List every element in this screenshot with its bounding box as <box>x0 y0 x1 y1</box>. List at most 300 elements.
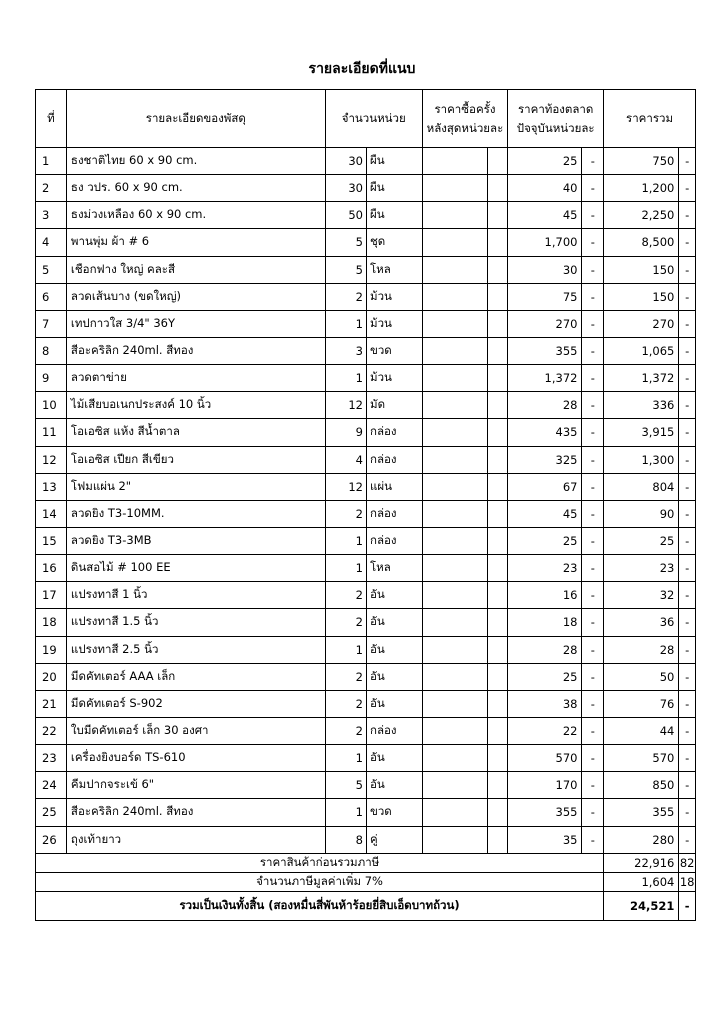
header-last-purchase-line2: หลังสุดหน่วยละ <box>426 120 504 135</box>
row-total: 32 <box>604 582 679 609</box>
row-number: 25 <box>36 799 67 826</box>
row-quantity: 1 <box>325 365 366 392</box>
table-header-row <box>36 90 696 148</box>
row-total: 23 <box>604 555 679 582</box>
table-row <box>36 256 696 283</box>
row-total-fraction: - <box>679 283 696 310</box>
row-market-price: 570 <box>508 745 582 772</box>
row-market-price-fraction: - <box>582 175 604 202</box>
table-row <box>36 500 696 527</box>
row-quantity: 30 <box>325 175 366 202</box>
row-market-price: 1,372 <box>508 365 582 392</box>
row-last-price <box>422 582 487 609</box>
grand-total-row <box>36 891 696 920</box>
row-market-price: 25 <box>508 663 582 690</box>
row-total-fraction: - <box>679 148 696 175</box>
row-total-fraction: - <box>679 555 696 582</box>
row-last-price-fraction <box>487 745 508 772</box>
row-quantity: 3 <box>325 337 366 364</box>
row-last-price <box>422 148 487 175</box>
row-unit: กล่อง <box>366 446 422 473</box>
row-total-fraction: - <box>679 826 696 853</box>
row-market-price: 1,700 <box>508 229 582 256</box>
row-total: 8,500 <box>604 229 679 256</box>
row-last-price <box>422 283 487 310</box>
row-last-price-fraction <box>487 473 508 500</box>
row-total-fraction: - <box>679 473 696 500</box>
row-description: ลวดยิง T3-10MM. <box>66 500 325 527</box>
row-market-price-fraction: - <box>582 229 604 256</box>
row-unit: กล่อง <box>366 500 422 527</box>
row-market-price: 45 <box>508 500 582 527</box>
row-last-price-fraction <box>487 229 508 256</box>
row-total: 804 <box>604 473 679 500</box>
row-number: 26 <box>36 826 67 853</box>
header-no: ที่ <box>36 90 67 148</box>
row-unit: ขวด <box>366 337 422 364</box>
row-description: ถุงเท้ายาว <box>66 826 325 853</box>
row-quantity: 2 <box>325 717 366 744</box>
row-total: 50 <box>604 663 679 690</box>
row-unit: อัน <box>366 772 422 799</box>
row-last-price <box>422 202 487 229</box>
row-last-price-fraction <box>487 148 508 175</box>
row-market-price: 45 <box>508 202 582 229</box>
row-total-fraction: - <box>679 772 696 799</box>
row-market-price: 170 <box>508 772 582 799</box>
row-total-fraction: - <box>679 419 696 446</box>
table-row <box>36 527 696 554</box>
row-total-fraction: - <box>679 256 696 283</box>
row-number: 20 <box>36 663 67 690</box>
row-last-price <box>422 799 487 826</box>
row-market-price: 18 <box>508 609 582 636</box>
row-quantity: 4 <box>325 446 366 473</box>
row-description: ธง วปร. 60 x 90 cm. <box>66 175 325 202</box>
row-description: เทปกาวใส 3/4" 36Y <box>66 310 325 337</box>
row-number: 6 <box>36 283 67 310</box>
row-market-price-fraction: - <box>582 256 604 283</box>
row-market-price-fraction: - <box>582 365 604 392</box>
row-description: ใบมีดคัทเตอร์ เล็ก 30 องศา <box>66 717 325 744</box>
row-last-price-fraction <box>487 392 508 419</box>
row-market-price-fraction: - <box>582 826 604 853</box>
row-total-fraction: - <box>679 690 696 717</box>
row-last-price-fraction <box>487 582 508 609</box>
table-row <box>36 229 696 256</box>
row-total: 1,300 <box>604 446 679 473</box>
row-total-fraction: - <box>679 636 696 663</box>
row-number: 21 <box>36 690 67 717</box>
row-last-price <box>422 717 487 744</box>
row-market-price: 25 <box>508 148 582 175</box>
row-market-price-fraction: - <box>582 527 604 554</box>
row-total: 36 <box>604 609 679 636</box>
row-unit: คู่ <box>366 826 422 853</box>
row-last-price <box>422 500 487 527</box>
table-row <box>36 419 696 446</box>
row-quantity: 2 <box>325 582 366 609</box>
row-description: ดินสอไม้ # 100 EE <box>66 555 325 582</box>
row-number: 18 <box>36 609 67 636</box>
row-description: ธงม่วงเหลือง 60 x 90 cm. <box>66 202 325 229</box>
vat-label: จำนวนภาษีมูลค่าเพิ่ม 7% <box>36 872 604 891</box>
row-unit: ผืน <box>366 202 422 229</box>
header-last-purchase-price <box>422 90 508 148</box>
row-quantity: 2 <box>325 663 366 690</box>
row-total-fraction: - <box>679 745 696 772</box>
row-last-price <box>422 636 487 663</box>
row-description: มีดคัทเตอร์ S-902 <box>66 690 325 717</box>
row-total-fraction: - <box>679 337 696 364</box>
row-total-fraction: - <box>679 310 696 337</box>
row-unit: อัน <box>366 582 422 609</box>
grand-total-value: 24,521 <box>604 891 679 920</box>
row-total: 1,065 <box>604 337 679 364</box>
row-description: แปรงทาสี 1 นิ้ว <box>66 582 325 609</box>
row-last-price-fraction <box>487 636 508 663</box>
row-market-price-fraction: - <box>582 337 604 364</box>
row-market-price: 435 <box>508 419 582 446</box>
row-unit: อัน <box>366 690 422 717</box>
row-last-price-fraction <box>487 663 508 690</box>
row-last-price <box>422 337 487 364</box>
row-total: 2,250 <box>604 202 679 229</box>
row-market-price: 25 <box>508 527 582 554</box>
table-row <box>36 690 696 717</box>
row-market-price: 325 <box>508 446 582 473</box>
vat-fraction: 18 <box>679 872 696 891</box>
row-last-price <box>422 256 487 283</box>
row-market-price: 270 <box>508 310 582 337</box>
row-quantity: 30 <box>325 148 366 175</box>
row-unit: มัด <box>366 392 422 419</box>
row-description: สีอะคริลิก 240ml. สีทอง <box>66 799 325 826</box>
row-last-price <box>422 419 487 446</box>
row-quantity: 9 <box>325 419 366 446</box>
row-number: 3 <box>36 202 67 229</box>
row-total: 270 <box>604 310 679 337</box>
row-total: 750 <box>604 148 679 175</box>
row-quantity: 2 <box>325 500 366 527</box>
row-total-fraction: - <box>679 609 696 636</box>
row-total-fraction: - <box>679 527 696 554</box>
row-quantity: 50 <box>325 202 366 229</box>
row-last-price <box>422 473 487 500</box>
row-quantity: 12 <box>325 392 366 419</box>
vat-row <box>36 872 696 891</box>
table-body <box>36 148 696 854</box>
row-number: 1 <box>36 148 67 175</box>
row-last-price-fraction <box>487 256 508 283</box>
row-unit: ม้วน <box>366 283 422 310</box>
row-market-price: 35 <box>508 826 582 853</box>
subtotal-value: 22,916 <box>604 853 679 872</box>
table-row <box>36 582 696 609</box>
row-unit: กล่อง <box>366 717 422 744</box>
row-unit: ผืน <box>366 148 422 175</box>
row-last-price <box>422 745 487 772</box>
row-market-price: 16 <box>508 582 582 609</box>
row-unit: กล่อง <box>366 527 422 554</box>
row-total-fraction: - <box>679 446 696 473</box>
row-total: 280 <box>604 826 679 853</box>
table-row <box>36 609 696 636</box>
row-number: 24 <box>36 772 67 799</box>
table-row <box>36 310 696 337</box>
row-description: เชือกฟาง ใหญ่ คละสี <box>66 256 325 283</box>
row-last-price-fraction <box>487 365 508 392</box>
row-market-price-fraction: - <box>582 500 604 527</box>
header-last-purchase-line1: ราคาซื้อครั้ง <box>434 101 496 116</box>
row-unit: ม้วน <box>366 310 422 337</box>
row-description: คีมปากจระเข้ 6" <box>66 772 325 799</box>
table-row <box>36 473 696 500</box>
row-quantity: 1 <box>325 636 366 663</box>
row-quantity: 2 <box>325 609 366 636</box>
row-last-price-fraction <box>487 717 508 744</box>
row-quantity: 1 <box>325 799 366 826</box>
row-quantity: 2 <box>325 690 366 717</box>
row-market-price-fraction: - <box>582 555 604 582</box>
row-total: 28 <box>604 636 679 663</box>
row-description: ไม้เสียบอเนกประสงค์ 10 นิ้ว <box>66 392 325 419</box>
row-total: 25 <box>604 527 679 554</box>
row-description: โอเอซิส เปียก สีเขียว <box>66 446 325 473</box>
row-total: 1,200 <box>604 175 679 202</box>
row-number: 9 <box>36 365 67 392</box>
row-description: แปรงทาสี 1.5 นิ้ว <box>66 609 325 636</box>
row-last-price-fraction <box>487 310 508 337</box>
row-quantity: 2 <box>325 283 366 310</box>
table-row <box>36 636 696 663</box>
row-market-price-fraction: - <box>582 446 604 473</box>
row-number: 12 <box>36 446 67 473</box>
row-market-price-fraction: - <box>582 148 604 175</box>
row-number: 8 <box>36 337 67 364</box>
table-row <box>36 663 696 690</box>
row-quantity: 1 <box>325 745 366 772</box>
row-market-price-fraction: - <box>582 310 604 337</box>
row-market-price: 30 <box>508 256 582 283</box>
table-row <box>36 555 696 582</box>
row-number: 7 <box>36 310 67 337</box>
row-total-fraction: - <box>679 500 696 527</box>
subtotal-fraction: 82 <box>679 853 696 872</box>
row-market-price: 40 <box>508 175 582 202</box>
row-last-price <box>422 772 487 799</box>
row-market-price-fraction: - <box>582 473 604 500</box>
row-last-price-fraction <box>487 799 508 826</box>
grand-total-label: รวมเป็นเงินทั้งสิ้น (สองหมื่นสี่พันห้าร้อยยี่สิบเอ็ดบาทถ้วน) <box>36 891 604 920</box>
row-unit: ขวด <box>366 799 422 826</box>
row-number: 11 <box>36 419 67 446</box>
row-total: 355 <box>604 799 679 826</box>
row-market-price-fraction: - <box>582 799 604 826</box>
row-total-fraction: - <box>679 799 696 826</box>
row-unit: ผืน <box>366 175 422 202</box>
row-last-price-fraction <box>487 175 508 202</box>
row-number: 19 <box>36 636 67 663</box>
row-unit: อัน <box>366 636 422 663</box>
row-market-price-fraction: - <box>582 636 604 663</box>
row-unit: แผ่น <box>366 473 422 500</box>
row-total: 570 <box>604 745 679 772</box>
row-quantity: 8 <box>325 826 366 853</box>
row-total-fraction: - <box>679 202 696 229</box>
row-unit: ชุด <box>366 229 422 256</box>
row-number: 22 <box>36 717 67 744</box>
row-last-price-fraction <box>487 826 508 853</box>
row-market-price: 67 <box>508 473 582 500</box>
row-last-price <box>422 310 487 337</box>
row-last-price-fraction <box>487 446 508 473</box>
row-last-price-fraction <box>487 337 508 364</box>
row-market-price-fraction: - <box>582 690 604 717</box>
row-total-fraction: - <box>679 229 696 256</box>
row-last-price-fraction <box>487 419 508 446</box>
row-quantity: 5 <box>325 256 366 283</box>
row-last-price-fraction <box>487 500 508 527</box>
row-number: 16 <box>36 555 67 582</box>
row-total-fraction: - <box>679 175 696 202</box>
row-last-price-fraction <box>487 609 508 636</box>
row-description: ธงชาติไทย 60 x 90 cm. <box>66 148 325 175</box>
row-description: ลวดตาข่าย <box>66 365 325 392</box>
row-number: 15 <box>36 527 67 554</box>
row-total-fraction: - <box>679 365 696 392</box>
table-row <box>36 826 696 853</box>
row-total: 850 <box>604 772 679 799</box>
row-number: 23 <box>36 745 67 772</box>
row-unit: อัน <box>366 663 422 690</box>
row-market-price-fraction: - <box>582 582 604 609</box>
row-total: 336 <box>604 392 679 419</box>
table-row <box>36 392 696 419</box>
table-row <box>36 337 696 364</box>
table-row <box>36 202 696 229</box>
row-description: ลวดเส้นบาง (ขดใหญ่) <box>66 283 325 310</box>
table-row <box>36 772 696 799</box>
row-last-price <box>422 555 487 582</box>
row-last-price <box>422 229 487 256</box>
row-total-fraction: - <box>679 663 696 690</box>
row-unit: โหล <box>366 555 422 582</box>
row-market-price: 75 <box>508 283 582 310</box>
row-description: เครื่องยิงบอร์ด TS-610 <box>66 745 325 772</box>
row-last-price-fraction <box>487 283 508 310</box>
row-description: ลวดยิง T3-3MB <box>66 527 325 554</box>
header-market-price-line2: ปัจจุบันหน่วยละ <box>516 120 595 135</box>
row-number: 13 <box>36 473 67 500</box>
row-market-price: 23 <box>508 555 582 582</box>
row-number: 2 <box>36 175 67 202</box>
row-quantity: 1 <box>325 310 366 337</box>
header-description: รายละเอียดของพัสดุ <box>66 90 325 148</box>
row-unit: กล่อง <box>366 419 422 446</box>
row-number: 14 <box>36 500 67 527</box>
row-market-price-fraction: - <box>582 772 604 799</box>
row-unit: อัน <box>366 609 422 636</box>
row-quantity: 1 <box>325 527 366 554</box>
row-market-price: 22 <box>508 717 582 744</box>
table-row <box>36 283 696 310</box>
row-market-price-fraction: - <box>582 717 604 744</box>
row-description: พานพุ่ม ผ้า # 6 <box>66 229 325 256</box>
row-market-price: 355 <box>508 337 582 364</box>
table-row <box>36 799 696 826</box>
row-total: 44 <box>604 717 679 744</box>
table-row <box>36 148 696 175</box>
header-total: ราคารวม <box>604 90 696 148</box>
subtotal-label: ราคาสินค้าก่อนรวมภาษี <box>36 853 604 872</box>
row-market-price: 28 <box>508 392 582 419</box>
row-last-price <box>422 527 487 554</box>
row-last-price <box>422 826 487 853</box>
row-last-price <box>422 690 487 717</box>
table-row <box>36 365 696 392</box>
row-total: 3,915 <box>604 419 679 446</box>
row-unit: อัน <box>366 745 422 772</box>
row-total-fraction: - <box>679 582 696 609</box>
header-market-price <box>508 90 604 148</box>
grand-total-fraction: - <box>679 891 696 920</box>
row-market-price-fraction: - <box>582 419 604 446</box>
row-description: โอเอซิส แห้ง สีน้ำตาล <box>66 419 325 446</box>
row-number: 17 <box>36 582 67 609</box>
row-quantity: 12 <box>325 473 366 500</box>
row-total: 150 <box>604 256 679 283</box>
table-row <box>36 446 696 473</box>
header-quantity-unit: จำนวนหน่วย <box>325 90 422 148</box>
row-market-price-fraction: - <box>582 609 604 636</box>
row-last-price <box>422 175 487 202</box>
row-quantity: 5 <box>325 772 366 799</box>
row-description: แปรงทาสี 2.5 นิ้ว <box>66 636 325 663</box>
row-market-price: 355 <box>508 799 582 826</box>
row-last-price-fraction <box>487 202 508 229</box>
row-total: 90 <box>604 500 679 527</box>
row-quantity: 5 <box>325 229 366 256</box>
row-number: 5 <box>36 256 67 283</box>
table-row <box>36 745 696 772</box>
row-market-price-fraction: - <box>582 202 604 229</box>
items-table <box>35 89 696 921</box>
row-last-price-fraction <box>487 527 508 554</box>
table-row <box>36 175 696 202</box>
row-number: 4 <box>36 229 67 256</box>
row-description: มีดคัทเตอร์ AAA เล็ก <box>66 663 325 690</box>
row-quantity: 1 <box>325 555 366 582</box>
row-last-price <box>422 365 487 392</box>
row-unit: ม้วน <box>366 365 422 392</box>
vat-value: 1,604 <box>604 872 679 891</box>
row-market-price-fraction: - <box>582 392 604 419</box>
row-last-price-fraction <box>487 555 508 582</box>
row-last-price <box>422 663 487 690</box>
row-unit: โหล <box>366 256 422 283</box>
subtotal-row <box>36 853 696 872</box>
row-number: 10 <box>36 392 67 419</box>
row-market-price-fraction: - <box>582 283 604 310</box>
row-description: โฟมแผ่น 2" <box>66 473 325 500</box>
row-market-price: 28 <box>508 636 582 663</box>
row-total: 150 <box>604 283 679 310</box>
row-total: 1,372 <box>604 365 679 392</box>
row-market-price-fraction: - <box>582 745 604 772</box>
page-title: รายละเอียดที่แนบ <box>308 61 416 77</box>
row-last-price-fraction <box>487 772 508 799</box>
